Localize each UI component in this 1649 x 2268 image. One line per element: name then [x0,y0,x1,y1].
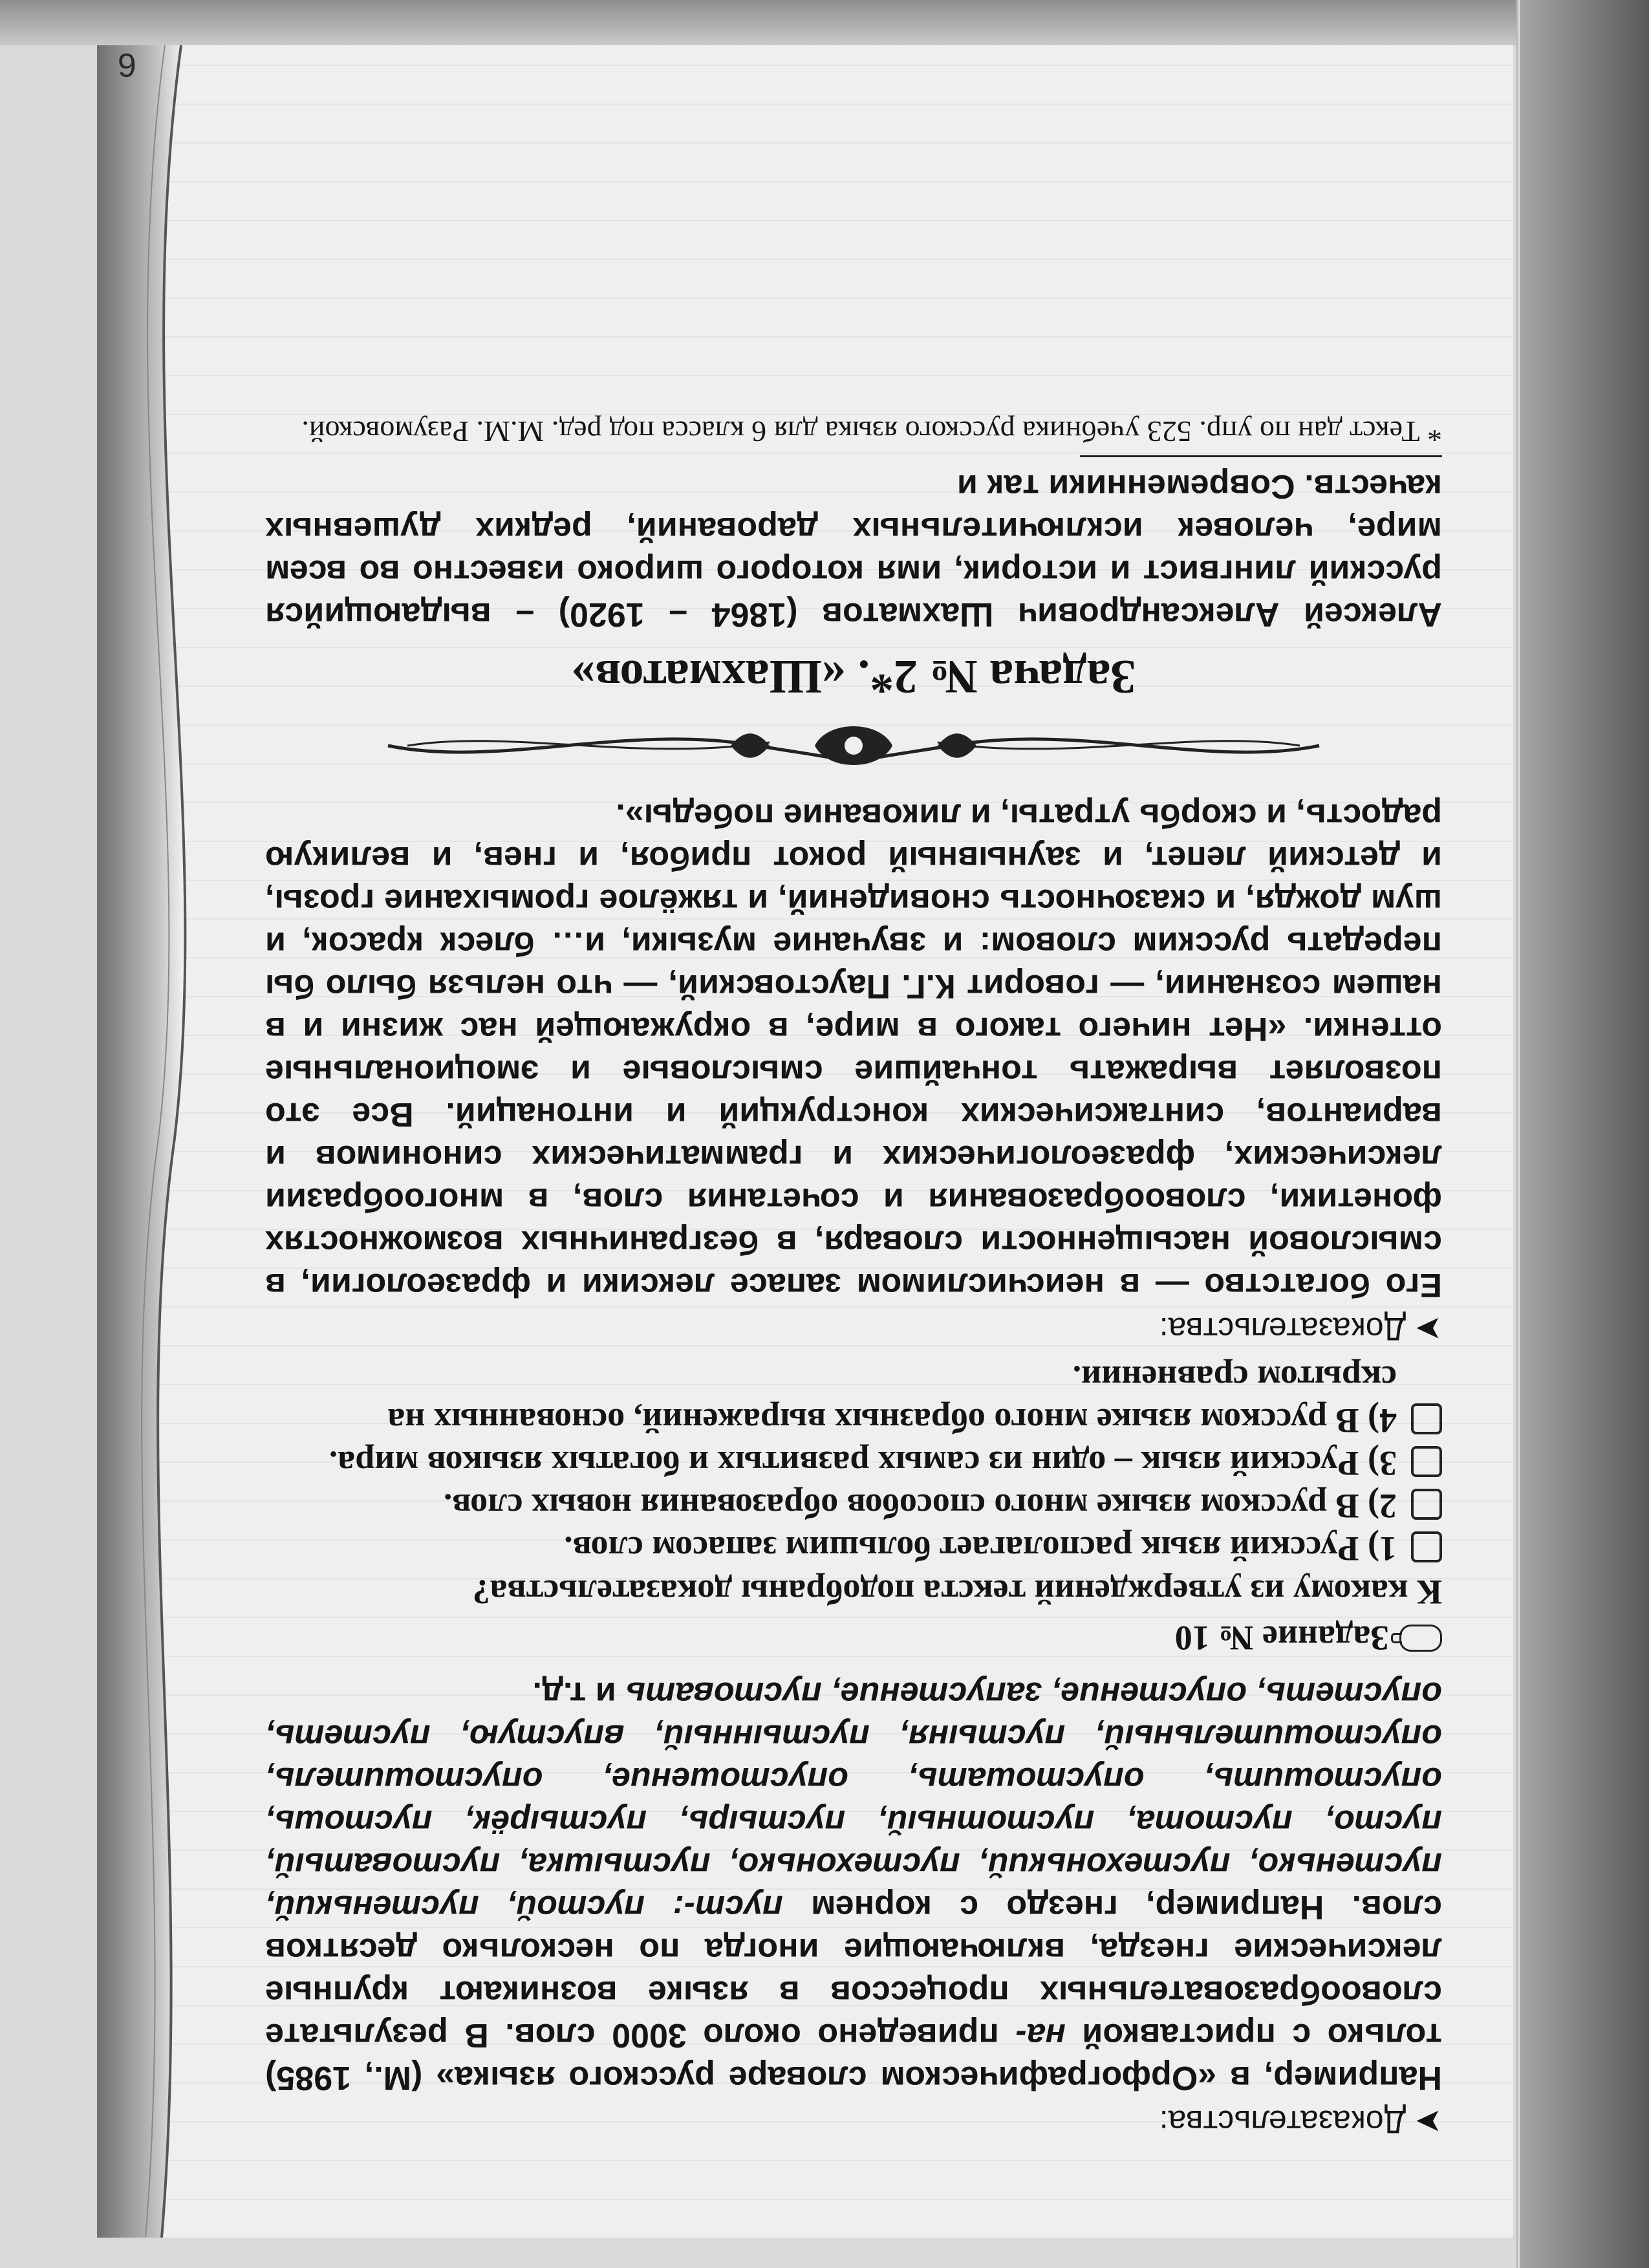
arrow-right-icon: ➤ [1415,2104,1442,2140]
answer-option-text: 4) В русском языке много образных выражений, основанных на скрытом сравнении. [387,1359,1397,1440]
paragraph-end: и т.д. [532,1675,626,1712]
scanner-shadow-top [0,0,1649,45]
arrow-right-icon: ➤ [1415,1311,1442,1347]
paragraph-examples: пустой, пустенький, пустенько, пустехонький, пустехонько, пустышка, пустоватый, пусто, пустота, пустотный, пустырь, пустырёк, пустошь, опустошить, опустошать, опустошение, опустошитель, опустошительный, пустыня, пустынный, впустую, пустеть, опустеть, опустение, запустение, пустовать [265,1675,1442,1926]
page-number: 6 [118,46,136,83]
paragraph-rest: приведено около 3000 слов. В результате словообразовательных процессов в языке возникают крупные лексические гнезда, включающие иногда по несколько десятков слов. Например, гнездо с корнем [265,1888,1442,2054]
ornamental-side-border [97,45,220,2238]
pointing-hand-icon [1399,1625,1442,1652]
paragraph-lead: Например, в «Орфографическом словаре русского языка» (М., 1985) только с приставкой [265,2016,1442,2097]
checkbox[interactable] [1411,1446,1442,1477]
proof-paragraph-2: Его богатство — в неисчислимом запасе лексики и фразеологии, в смысловой насыщенности словаря, в безграничных возможностях фонетики, словообразования и сочетания слов, в многообразии лексических, фразеологических и грамматических синонимов и вариантов, синтаксических конструкций и интонаций. Все это позволяет выражать тончайшие смысловые и эмоциональные оттенки. «Нет ничего такого в мире, в окружающей нас жизни и в нашем сознании, — говорит К.Г. Паустовский, — что нельзя было бы передать русским словом: и звучание музыки, и… блеск красок, и шум дождя, и сказочность сновидений, и тяжёлое громыхание грозы, и детский лепет, и заунывный рокот прибоя, и гнев, и великую радость, и скорбь утраты, и ликование победы». [265,797,1442,1304]
page-content [265,413,1442,2141]
proof-heading [265,2103,1442,2141]
footnote: * Текст дан по упр. 523 учебника русского языка для 6 класса под ред. М.М. Разумовской. [301,415,1442,448]
textbook-page [97,45,1513,2238]
answer-option-text: 3) Русский язык – один из самых развитых и богатых языков мира. [329,1444,1397,1483]
checkbox[interactable] [1411,1531,1442,1562]
proof-label: Доказательства: [1159,2104,1406,2140]
scanner-shadow-right [1520,0,1649,2268]
answer-option-2[interactable] [265,1485,1442,1528]
answer-option-1[interactable] [265,1528,1442,1570]
proof-label: Доказательства: [1159,1311,1406,1347]
answer-option-text: 2) В русском языке много способов образования новых слов. [443,1487,1397,1526]
checkbox[interactable] [1411,1403,1442,1434]
proof-paragraph [265,1672,1442,2099]
answer-option-text: 1) Русский язык располагает большим запасом слов. [564,1529,1397,1568]
answer-option-3[interactable] [265,1442,1442,1485]
footnote-rule [1080,455,1442,457]
answer-option-4[interactable] [265,1357,1442,1442]
task-2-text: Алексей Александрович Шахматов (1864 – 1920) – выдающийся русский лингвист и историк, имя которого широко известно во всем мире, человек исключительных дарований, редких душевных качеств. Современники так и [265,468,1442,633]
checkbox[interactable] [1411,1489,1442,1520]
task-10-label: Задание № 10 [1174,1619,1389,1658]
task-10-heading [265,1618,1442,1658]
proof-heading-2 [265,1310,1442,1348]
task-2-title: Задача № 2*. «Шахматов» [571,650,1136,703]
paragraph-prefix: на- [1015,2016,1066,2054]
paragraph-root: пуст-: [673,1888,783,1926]
task-10-question: К какому из утверждений текста подобраны доказательства? [472,1573,1442,1612]
ornamental-divider [369,717,1339,775]
